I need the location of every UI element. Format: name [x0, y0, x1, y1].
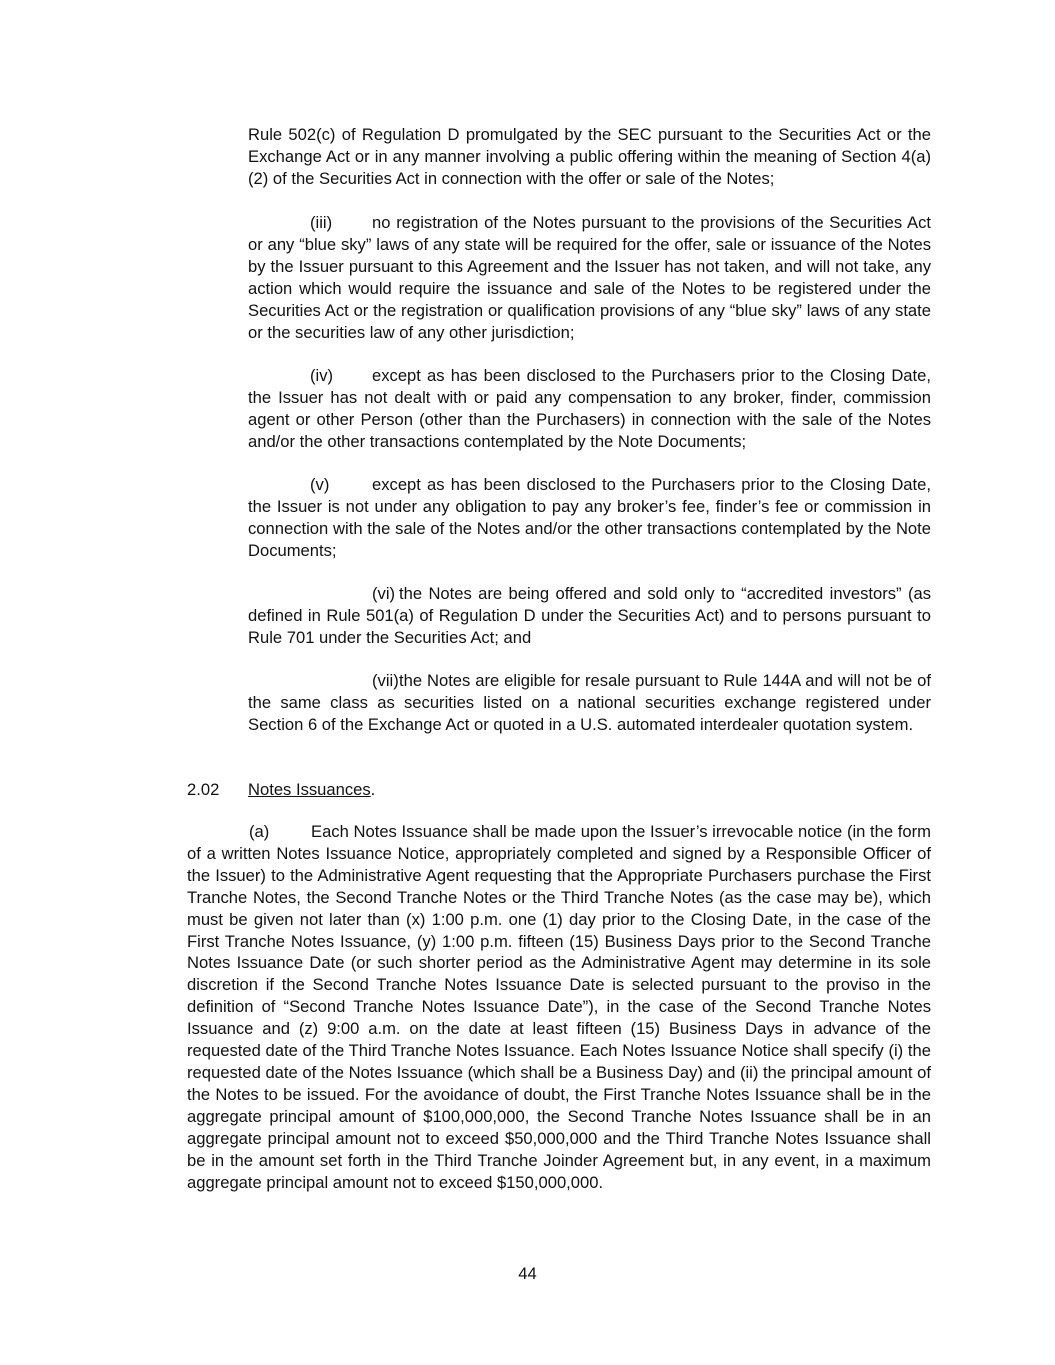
page-number: 44 — [518, 1264, 537, 1283]
clause-number: (iii) — [310, 213, 333, 232]
section-title: Notes Issuances — [248, 780, 371, 799]
clause-v — [248, 474, 931, 562]
section-title-period: . — [370, 780, 376, 799]
clause-vi — [248, 583, 931, 649]
clause-text: no registration of the Notes pursuant to the provisions of the Securities Act or any “blue sky” laws of any state will be required for the offer, sale or issuance of the Notes by the Issuer pursuant to this Agreement and the Issuer has not taken, and will not take, any action which would require the issuance and sale of the Notes to be registered under the Securities Act or the registration or qualification provisions of any “blue sky” laws of any state or the securities law of any other jurisdiction; — [248, 213, 931, 342]
clause-text: except as has been disclosed to the Purchasers prior to the Closing Date, the Issuer has not dealt with or paid any compensation to any broker, finder, commission agent or other Person (other than the Purchasers) in connection with the sale of the Notes and/or the other transactions contemplated by the Note Documents; — [248, 366, 931, 451]
clause-text: the Notes are eligible for resale pursuant to Rule 144A and will not be of the same class as securities listed on a national securities exchange registered under Section 6 of the Exchange Act or quoted in a U.S. automated interdealer quotation system. — [248, 671, 931, 734]
clause-vii — [248, 670, 931, 736]
section-paragraph-a — [187, 821, 931, 1193]
clause-number: (vii) — [372, 671, 399, 690]
clause-iv — [248, 365, 931, 453]
clause-iii — [248, 212, 931, 343]
clause-number: (iv) — [310, 366, 334, 385]
paragraph-number: (a) — [249, 822, 270, 841]
paragraph-text: Rule 502(c) of Regulation D promulgated by the SEC pursuant to the Securities Act or the Exchange Act or in any manner involving a public offering within the meaning of Section 4(a)(2) of the Securities Act in connection with the offer or sale of the Notes; — [248, 125, 931, 188]
clause-number: (vi) — [372, 584, 396, 603]
clause-text: the Notes are being offered and sold only to “accredited investors” (as defined in Rule 501(a) of Regulation D under the Securities Act) and to persons pursuant to Rule 701 under the Securities Act; and — [248, 584, 931, 647]
section-number: 2.02 — [187, 780, 220, 799]
section-heading — [187, 779, 375, 801]
clause-text: except as has been disclosed to the Purchasers prior to the Closing Date, the Issuer is not under any obligation to pay any broker’s fee, finder’s fee or commission in connection with the sale of the Notes and/or the other transactions contemplated by the Note Documents; — [248, 475, 931, 560]
paragraph-text: Each Notes Issuance shall be made upon the Issuer’s irrevocable notice (in the form of a written Notes Issuance Notice, appropriately completed and signed by a Responsible Officer of the Issuer) to the Administrative Agent requesting that the Appropriate Purchasers purchase the First Tranche Notes, the Second Tranche Notes or the Third Tranche Notes (as the case may be), which must be given not later than (x) 1:00 p.m. one (1) day prior to the Closing Date, in the case of the First Tranche Notes Issuance, (y) 1:00 p.m. fifteen (15) Business Days prior to the Second Tranche Notes Issuance Date (or such shorter period as the Administrative Agent may determine in its sole discretion if the Second Tranche Notes Issuance Date is selected pursuant to the proviso in the definition of “Second Tranche Notes Issuance Date”), in the case of the Second Tranche Notes Issuance and (z) 9:00 a.m. on the date at least fifteen (15) Business Days in advance of the requested date of the Third Tranche Notes Issuance. Each Notes Issuance Notice shall specify (i) the requested date of the Notes Issuance (which shall be a Business Day) and (ii) the principal amount of the Notes to be issued. For the avoidance of doubt, the First Tranche Notes Issuance shall be in the aggregate principal amount of $100,000,000, the Second Tranche Notes Issuance shall be in an aggregate principal amount not to exceed $50,000,000 and the Third Tranche Notes Issuance shall be in the amount set forth in the Third Tranche Joinder Agreement but, in any event, in a maximum aggregate principal amount not to exceed $150,000,000. — [187, 822, 931, 1192]
clause-number: (v) — [310, 475, 330, 494]
paragraph-continuation — [248, 124, 931, 190]
